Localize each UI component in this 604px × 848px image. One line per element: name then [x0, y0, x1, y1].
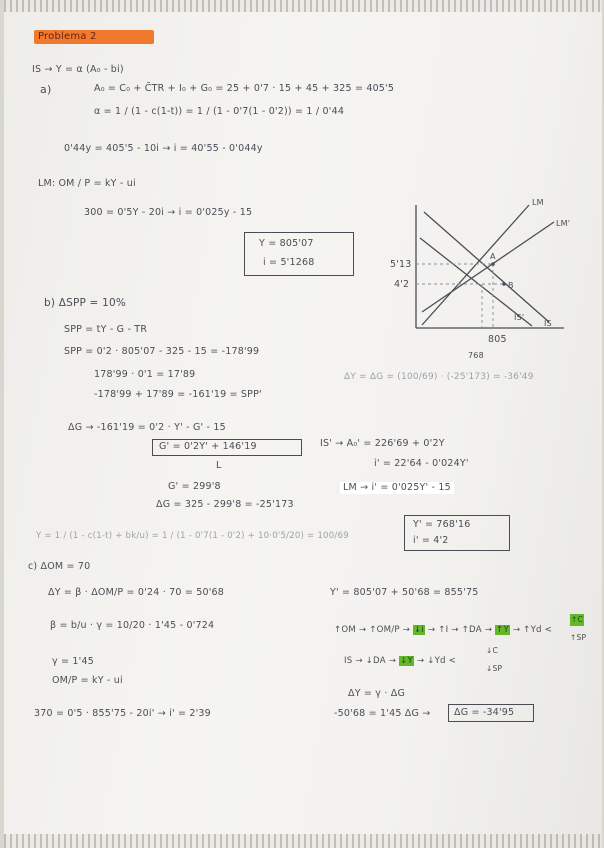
chain2-c: ↓C [486, 646, 498, 655]
delta-y-faint: ΔY = ΔG = (100/69) · (-25'173) = -36'49 [344, 372, 534, 382]
chain2-start: IS → ↓DA → [344, 656, 400, 666]
part-c-header: c) ΔOM = 70 [28, 561, 91, 572]
graph-lm-label: LM [532, 198, 544, 207]
problem-title: Problema 2 [38, 31, 97, 42]
delta-y-money: ΔY = β · ΔOM/P = 0'24 · 70 = 50'68 [48, 587, 225, 598]
chain1-sp: ↑SP [570, 633, 587, 642]
lm-equation: LM: OM / P = kY - ui [38, 178, 136, 189]
equilibrium-y: Y = 805'07 [259, 238, 314, 249]
autonomous-spending: A₀ = C₀ + C̄TR + I₀ + G₀ = 25 + 0'7 · 15 + 45 + 325 = 405'5 [94, 83, 395, 94]
new-interest: 370 = 0'5 · 855'75 - 20i' → i' = 2'39 [34, 708, 211, 719]
g-prime-value: G' = 299'8 [168, 481, 221, 492]
chain1-start: ↑OM → ↑OM/P → [334, 625, 413, 635]
beta-value: β = b/u · γ = 10/20 · 1'45 - 0'724 [50, 620, 215, 631]
spp-value: SPP = 0'2 · 805'07 - 325 - 15 = -178'99 [64, 346, 260, 357]
lm-prime-curve [422, 222, 554, 312]
new-equilibrium-box [404, 515, 510, 551]
new-output: Y' = 805'07 + 50'68 = 855'75 [330, 587, 479, 598]
link-mark: L [216, 460, 222, 471]
graph-x-label-1: 805 [488, 334, 507, 345]
is-prime-solved: i' = 22'64 - 0'024Y' [374, 458, 469, 469]
delta-g-result-box [448, 704, 534, 722]
part-a-marker: a) [40, 83, 52, 96]
graph-lm2-label: LM' [556, 219, 571, 228]
graph-is-label: IS [544, 319, 552, 328]
is-prime-autonomous: IS' → A₀' = 226'69 + 0'2Y [320, 438, 445, 449]
lm-prime-solved: LM → i' = 0'025Y' - 15 [340, 482, 454, 494]
fiscal-solve: -50'68 = 1'45 ΔG → [334, 708, 431, 719]
graph-y-label-2: 4'2 [394, 279, 410, 290]
multiplier-alpha: α = 1 / (1 - c(1-t)) = 1 / (1 - 0'7(1 - 0'2)) = 1 / 0'44 [94, 106, 345, 117]
chain2-end: → ↓Yd < [413, 656, 457, 666]
spp-definition: SPP = tY - G - TR [64, 324, 148, 335]
new-equilibrium-i: i' = 4'2 [413, 535, 449, 546]
point-b-dot [502, 282, 506, 286]
graph-point-a: A [490, 252, 496, 261]
graph-is2-label: IS' [514, 313, 525, 322]
gamma-value: γ = 1'45 [52, 656, 94, 667]
graph-point-b: B [508, 281, 514, 290]
spp-new: -178'99 + 17'89 = -161'19 = SPP' [94, 389, 262, 400]
notebook-page [4, 0, 602, 848]
chain1-end: → ↑Yd < [509, 625, 553, 635]
chain2-sp: ↓SP [486, 664, 503, 673]
bottom-binding [4, 834, 602, 848]
g-prime-expression: G' = 0'2Y' + 146'19 [159, 441, 257, 452]
money-market: OM/P = kY - ui [52, 675, 123, 686]
is-equation: IS → Y = α (A₀ - bi) [32, 64, 124, 75]
transmission-chain-1 [334, 624, 552, 636]
delta-g-equation: ΔG → -161'19 = 0'2 · Y' - G' - 15 [68, 422, 226, 433]
chain1-highlight-y: ↑Y [496, 625, 509, 635]
equilibrium-i: i = 5'1268 [263, 257, 315, 268]
lm-curve [422, 205, 529, 325]
transmission-chain-2 [344, 655, 456, 667]
chain1-highlight-c: ↑C [571, 615, 583, 624]
is-solved: 0'44y = 405'5 - 10i → i = 40'55 - 0'044y [64, 143, 263, 154]
multiplier-fraction: Y = 1 / (1 - c(1-t) + bk/u) = 1 / (1 - 0'7(1 - 0'2) + 10·0'5/20) = 100/69 [36, 531, 349, 541]
graph-y-label-1: 5'13 [390, 259, 412, 270]
lm-solved: 300 = 0'5Y - 20i → i = 0'025y - 15 [84, 207, 253, 218]
chain2-highlight-y: ↓Y [400, 656, 413, 666]
is-curve [424, 212, 549, 322]
delta-g-value: ΔG = 325 - 299'8 = -25'173 [156, 499, 294, 510]
graph-x-label-2: 768 [468, 351, 484, 360]
delta-g-result: ΔG = -34'95 [454, 707, 515, 718]
new-equilibrium-y: Y' = 768'16 [413, 519, 471, 530]
part-b-header: b) ΔSPP = 10% [44, 297, 127, 309]
g-prime-box [152, 439, 302, 456]
chain1-mid: → ↑I → ↑DA → [424, 625, 496, 635]
fiscal-multiplier: ΔY = γ · ΔG [348, 688, 406, 699]
chain1-highlight-i: ↓i [413, 625, 424, 635]
spp-ten-percent: 178'99 · 0'1 = 17'89 [94, 369, 196, 380]
